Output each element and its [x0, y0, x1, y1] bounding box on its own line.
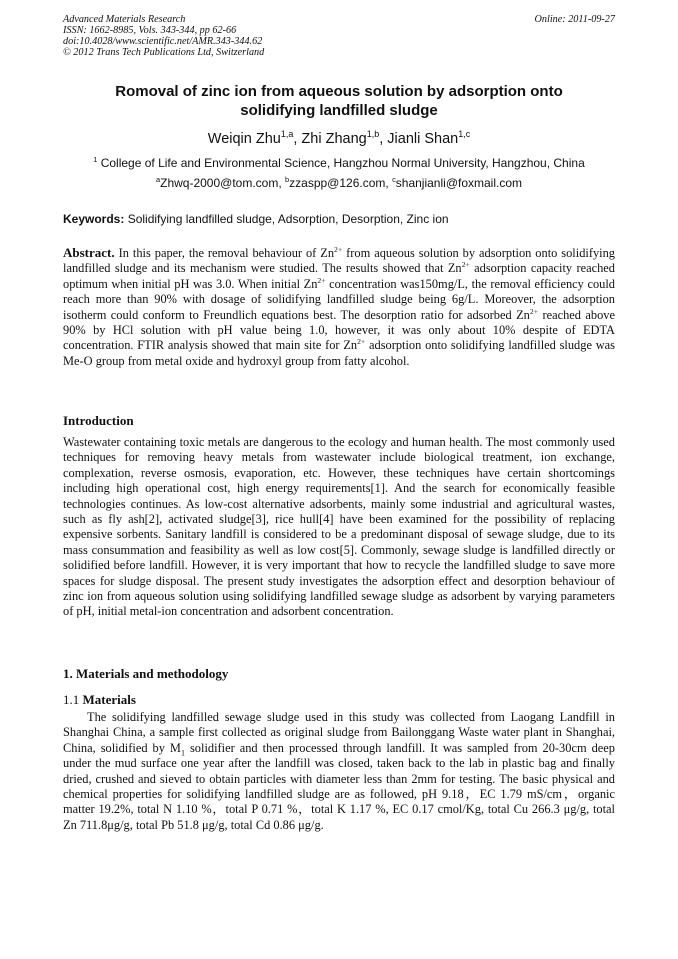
subsection-title: Materials [82, 692, 136, 707]
email-link[interactable]: zzaspp@126.com, [289, 176, 393, 190]
author-list [63, 130, 615, 148]
journal-copyright: © 2012 Trans Tech Publications Ltd, Switzerland [63, 47, 265, 58]
abstract-text: concentration was150mg/L, the removal efficiency could reach more than 90% with dosage of solidifying landfilled sludge being 6g/L. Moreover, the adsorption isotherm could conform to Freundlich equations best. The desorption ratio for adsorbed [63, 276, 615, 322]
introduction-heading: Introduction [63, 413, 134, 428]
affiliation-text: College of Life and Environmental Science, Hangzhou Normal University, Hangzhou, China [97, 156, 585, 170]
paper-title-line-2: solidifying landfilled sludge [240, 102, 438, 119]
keywords-label: Keywords: [63, 212, 125, 226]
author-separator: , [379, 131, 388, 147]
author-affiliation-mark: 1,c [458, 129, 471, 140]
affiliation [63, 156, 615, 171]
abstract-text: adsorption capacity reached optimum when initial pH was 3.0. When initial [63, 261, 615, 291]
author-separator: , [293, 131, 302, 147]
subsection-heading [63, 692, 136, 708]
keywords [63, 212, 615, 227]
abstract-label: Abstract. [63, 245, 115, 260]
email-mark: b [285, 175, 290, 184]
ion-charge: 2+ [357, 337, 366, 347]
subscript: 1 [180, 748, 185, 758]
author-affiliation-mark: 1,b [366, 129, 380, 140]
materials-text: solidifier and then processed through landfill. It was sampled from 20-30cm deep under the mud surface one year after the landfill was closed, taken back to the lab in plastic bag and finally dried, crushed and sieved to obtain particles with diameter less than 2mm for testing. The basic physical and chemical properties for solidifying landfilled sludge are as followed, pH 9.18，EC 1.79 mS/cm，organic matter 19.2%, total N 1.10 %，total P 0.71 %，total K 1.17 %, EC 0.17 cmol/Kg, total Cu 266.3 μg/g, total Zn 711.8μg/g, total Pb 51.8 μg/g, total Cd 0.86 μg/g. [63, 740, 615, 832]
author-affiliation-mark: 1,a [280, 129, 294, 140]
abstract-text: In this paper, the removal behaviour of [114, 246, 321, 260]
chemical-symbol: Zn [303, 276, 318, 291]
ion-charge: 2+ [529, 306, 539, 316]
ion-charge: 2+ [461, 260, 470, 270]
paper-title [63, 82, 615, 120]
abstract-text: from aqueous solution by adsorption onto solidifying landfilled sludge and its mechanism were studied. The results showed that [63, 246, 615, 276]
chemical-symbol: Zn [320, 246, 335, 260]
author-name: Jianli Shan [387, 131, 459, 147]
materials-paragraph [63, 710, 615, 833]
introduction-paragraph: Wastewater containing toxic metals are dangerous to the ecology and human health. The most commonly used techniques for removing heavy metals from wastewater include biological treatment, ion exchange, complexation, reverse osmosis, evaporation, etc. However, these techniques have certain shortcomings including high operational cost, high energy requirements[1]. And the search for economically feasible technologies continues. As low-cost alternative adsorbents, mainly some industrial and agricultural wastes, such as fly ash[2], activated sludge[3], rice hull[4] have been examined for the possibility of replacing expensive sorbents. Sanitary landfill is considered to be a predominant disposal of sewage sludge, due to its mass consummation and feasibility as well as low cost[5]. Commonly, sewage sludge is landfilled directly or solidified before landfill. However, it is very important that how to recycle the landfilled sludge to save more spaces for sludge disposal. The present study investigates the adsorption effect and desorption behaviour of zinc ion from aqueous solution using solidifying landfilled sewage sludge as adsorbent by varying parameters of pH, initial metal-ion concentration and adsorbent concentration. [63, 435, 615, 619]
email-link[interactable]: Zhwq-2000@tom.com, [160, 176, 286, 190]
journal-issn: ISSN: 1662-8985, Vols. 343-344, pp 62-66 [63, 25, 237, 36]
abstract-text: adsorption onto solidifying landfilled sludge was Me-O group from metal oxide and hydroxyl group from fatty alcohol. [63, 338, 615, 368]
section-heading: 1. Materials and methodology [63, 666, 229, 681]
abstract [63, 245, 615, 369]
affiliation-mark: 1 [93, 155, 98, 164]
paper-title-line-1: Romoval of zinc ion from aqueous solution by adsorption onto [115, 83, 563, 100]
online-date: Online: 2011-09-27 [534, 14, 615, 25]
chemical-symbol: Zn [447, 261, 462, 276]
author-name: Weiqin Zhu [207, 131, 281, 147]
journal-header [63, 14, 615, 58]
author-name: Zhi Zhang [301, 131, 367, 147]
subsection-number: 1.1 [63, 692, 83, 707]
chemical-symbol: Zn [343, 338, 358, 353]
chemical-symbol: Zn [516, 307, 530, 322]
email-mark: a [155, 175, 161, 184]
materials-text: The solidifying landfilled sewage sludge used in this study was collected from Laogang Landfill in Shanghai China, a sample first collected as original sludge from Bailonggang Waste water plant in Shanghai, China, solidified by M [63, 710, 615, 755]
email-link[interactable]: shanjianli@foxmail.com [395, 176, 523, 190]
journal-name: Advanced Materials Research [63, 14, 186, 25]
keywords-text: Solidifying landfilled sludge, Adsorption, Desorption, Zinc ion [124, 212, 449, 226]
abstract-text: reached above 90% by HCl solution with pH value being 1.0, however, it was only about 10% despite of EDTA concentration. FTIR analysis showed that main site for [63, 307, 616, 353]
journal-doi: doi:10.4028/www.scientific.net/AMR.343-344.62 [63, 36, 263, 47]
author-emails [63, 176, 615, 191]
email-mark: c [392, 175, 396, 184]
ion-charge: 2+ [317, 275, 326, 285]
ion-charge: 2+ [334, 244, 343, 254]
